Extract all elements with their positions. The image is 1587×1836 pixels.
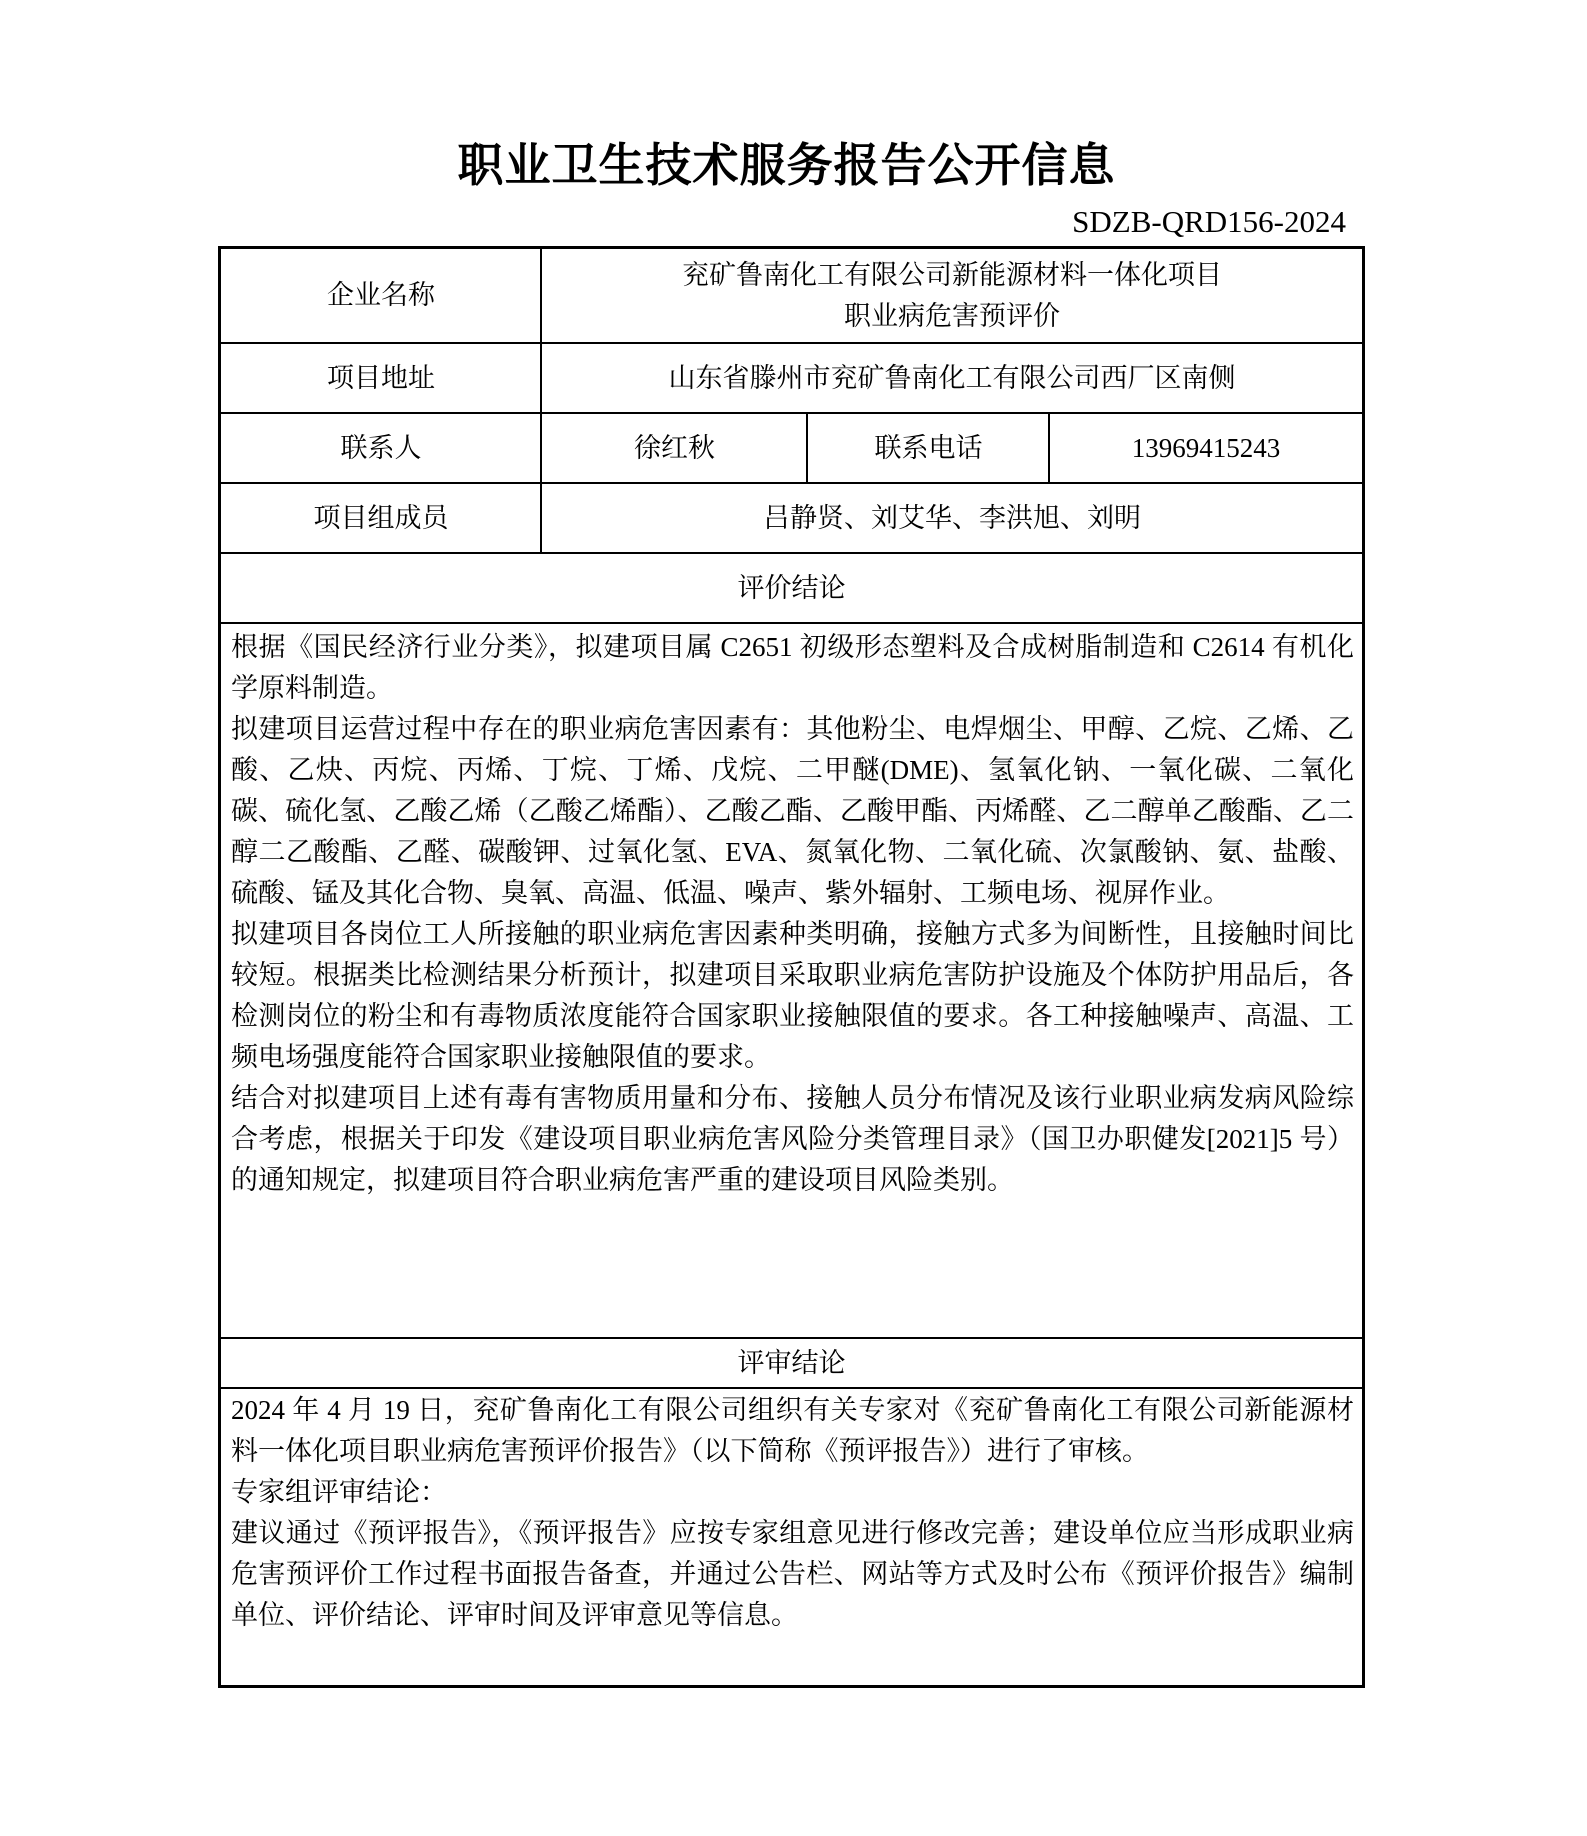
company-value-line2: 职业病危害预评价 [844, 300, 1060, 331]
row-divider [221, 1387, 1362, 1389]
address-value: 山东省滕州市兖矿鲁南化工有限公司西厂区南侧 [668, 362, 1236, 393]
company-value-line1: 兖矿鲁南化工有限公司新能源材料一体化项目 [682, 259, 1222, 290]
phone-label: 联系电话 [874, 432, 983, 463]
members-label: 项目组成员 [313, 502, 449, 533]
evaluation-body [231, 627, 1354, 1201]
review-paragraph: 建议通过《预评报告》，《预评报告》应按专家组意见进行修改完善；建设单位应当形成职业病危害预评价工作过程书面报告备查，并通过公告栏、网站等方式及时公布《预评价报告》编制单位、评价结论、评审时间及评审意见等信息。 [231, 1518, 1354, 1630]
phone-value: 13969415243 [1131, 432, 1281, 463]
evaluation-paragraph: 拟建项目运营过程中存在的职业病危害因素有：其他粉尘、电焊烟尘、甲醇、乙烷、乙烯、乙酸、乙炔、丙烷、丙烯、丁烷、丁烯、戊烷、二甲醚(DME)、氢氧化钠、一氧化碳、二氧化碳、硫化氢、乙酸乙烯（乙酸乙烯酯）、乙酸乙酯、乙酸甲酯、丙烯醛、乙二醇单乙酸酯、乙二醇二乙酸酯、乙醛、碳酸钾、过氧化氢、EVA、氮氧化物、二氧化硫、次氯酸钠、氨、盐酸、硫酸、锰及其化合物、臭氧、高温、低温、噪声、紫外辐射、工频电场、视屏作业。 [231, 714, 1354, 908]
document-title: 职业卫生技术服务报告公开信息 [457, 140, 1116, 191]
contact-label: 联系人 [340, 432, 422, 463]
review-paragraph: 2024 年 4 月 19 日，兖矿鲁南化工有限公司组织有关专家对《兖矿鲁南化工有限公司新能源材料一体化项目职业病危害预评价报告》（以下简称《预评报告》）进行了审核。 [231, 1395, 1354, 1466]
review-heading: 评审结论 [737, 1347, 846, 1378]
evaluation-heading: 评价结论 [737, 572, 846, 603]
contact-value: 徐红秋 [634, 432, 715, 463]
evaluation-paragraph: 根据《国民经济行业分类》，拟建项目属 C2651 初级形态塑料及合成树脂制造和 C2614 有机化学原料制造。 [231, 632, 1354, 703]
info-table [218, 246, 1365, 1688]
review-body [231, 1390, 1354, 1636]
company-label: 企业名称 [327, 280, 435, 310]
row-divider [221, 622, 1362, 624]
evaluation-paragraph: 拟建项目各岗位工人所接触的职业病危害因素种类明确，接触方式多为间断性，且接触时间比较短。根据类比检测结果分析预计，拟建项目采取职业病危害防护设施及个体防护用品后，各检测岗位的粉尘和有毒物质浓度能符合国家职业接触限值的要求。各工种接触噪声、高温、工频电场强度能符合国家职业接触限值的要求。 [231, 919, 1354, 1072]
document-code: SDZB-QRD156-2024 [1072, 204, 1346, 239]
review-paragraph: 专家组评审结论： [231, 1477, 447, 1507]
address-label: 项目地址 [327, 362, 435, 393]
company-value [542, 249, 1362, 342]
evaluation-paragraph: 结合对拟建项目上述有毒有害物质用量和分布、接触人员分布情况及该行业职业病发病风险综合考虑，根据关于印发《建设项目职业病危害风险分类管理目录》（国卫办职健发[2021]5 号）的通知规定，拟建项目符合职业病危害严重的建设项目风险类别。 [231, 1083, 1354, 1195]
members-value: 吕静贤、刘艾华、李洪旭、刘明 [763, 502, 1141, 533]
